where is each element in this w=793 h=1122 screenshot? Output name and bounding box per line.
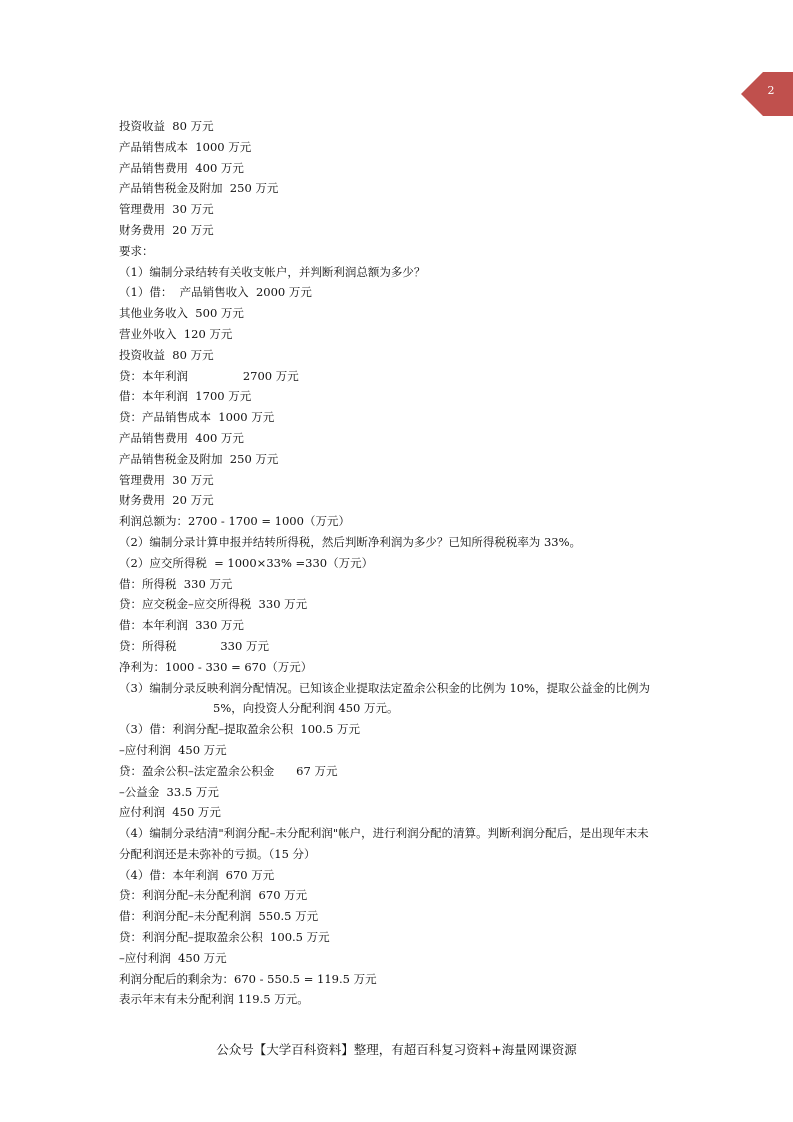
answer-2-line: （2）应交所得税 = 1000×33% =330（万元） <box>119 555 374 570</box>
text-line: 贷：产品销售成本 1000 万元 <box>119 410 275 425</box>
text-line: 表示年末有未分配利润 119.5 万元。 <box>119 992 309 1007</box>
text-line: 利润分配后的剩余为：670 - 550.5 = 119.5 万元 <box>119 971 377 986</box>
answer-4-line: （4）借：本年利润 670 万元 <box>119 867 275 882</box>
text-line: 财务费用 20 万元 <box>119 493 214 508</box>
text-line: 贷：本年利润 2700 万元 <box>119 368 299 383</box>
requirements-heading: 要求： <box>119 243 154 258</box>
question-3-continued: 5%，向投资人分配利润 450 万元。 <box>213 701 399 716</box>
question-1: （1）编制分录结转有关收支帐户，并判断利润总额为多少？ <box>119 264 426 279</box>
text-line: 借：本年利润 330 万元 <box>119 618 244 633</box>
page-footer: 公众号【大学百科资料】整理，有超百科复习资料+海量网课资源 <box>216 1042 577 1057</box>
text-line: 贷：利润分配–未分配利润 670 万元 <box>119 888 308 903</box>
text-line: 产品销售费用 400 万元 <box>119 430 244 445</box>
text-line: 投资收益 80 万元 <box>119 347 214 362</box>
text-line: 产品销售费用 400 万元 <box>119 160 244 175</box>
text-line: 贷：盈余公积–法定盈余公积金 67 万元 <box>119 763 338 778</box>
question-4: （4）编制分录结清"利润分配–未分配利润"帐户，进行利润分配的清算。判断利润分配后，是出现年末未 <box>119 826 649 841</box>
text-line: 借：所得税 330 万元 <box>119 576 233 591</box>
page-number: 2 <box>767 84 775 97</box>
question-2: （2）编制分录计算申报并结转所得税，然后判断净利润为多少？已知所得税税率为 33%。 <box>119 534 582 549</box>
answer-1-line: （1）借： 产品销售收入 2000 万元 <box>119 285 312 300</box>
question-3: （3）编制分录反映利润分配情况。已知该企业提取法定盈余公积金的比例为 10%，提取公益金的比例为 <box>119 680 651 695</box>
text-line: 产品销售税金及附加 250 万元 <box>119 181 279 196</box>
text-line: –应付利润 450 万元 <box>119 950 227 965</box>
text-line: –公益金 33.5 万元 <box>119 784 219 799</box>
answer-3-line: （3）借：利润分配–提取盈余公积 100.5 万元 <box>119 722 360 737</box>
text-line: 应付利润 450 万元 <box>119 805 221 820</box>
text-line: –应付利润 450 万元 <box>119 742 227 757</box>
text-line: 贷：利润分配–提取盈余公积 100.5 万元 <box>119 930 330 945</box>
text-line: 其他业务收入 500 万元 <box>119 306 244 321</box>
question-4-continued: 分配利润还是未弥补的亏损。（15 分） <box>119 846 316 861</box>
text-line: 管理费用 30 万元 <box>119 202 214 217</box>
text-line: 借：本年利润 1700 万元 <box>119 389 252 404</box>
document-body <box>119 116 689 1010</box>
text-line: 净利为：1000 - 330 = 670（万元） <box>119 659 313 674</box>
text-line: 贷：所得税 330 万元 <box>119 638 269 653</box>
text-line: 利润总额为：2700 - 1700 = 1000（万元） <box>119 514 350 529</box>
text-line: 借：利润分配–未分配利润 550.5 万元 <box>119 909 319 924</box>
text-line: 营业外收入 120 万元 <box>119 326 233 341</box>
text-line: 产品销售成本 1000 万元 <box>119 139 252 154</box>
text-line: 贷：应交税金–应交所得税 330 万元 <box>119 597 308 612</box>
text-line: 管理费用 30 万元 <box>119 472 214 487</box>
text-line: 投资收益 80 万元 <box>119 119 214 133</box>
text-line: 产品销售税金及附加 250 万元 <box>119 451 279 466</box>
text-line: 财务费用 20 万元 <box>119 222 214 237</box>
